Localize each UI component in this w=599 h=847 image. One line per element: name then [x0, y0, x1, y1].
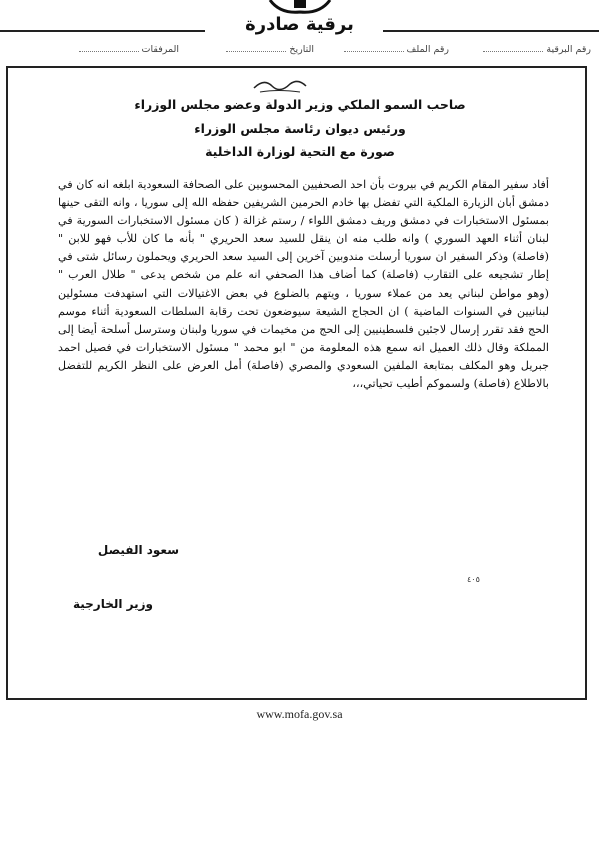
- body-paragraph: أفاد سفير المقام الكريم في بيروت بأن احد الصحفيين المحسوبين على الصحافة السعودية ابلغه انه كان في دمشق أبان الزيارة الملكية التي تفضل بها خادم الحرمين الشريفين حفظه الله إلى سوريا ، وانه التقى حينها بمسئول الاستخبارات في دمشق وريف دمشق اللواء / رستم غزالة ( كان مسئول الاستخبارات السورية في لبنان أثناء العهد السوري ) وانه طلب منه ان ينقل للسيد سعد الحريري " بأنه ما كان للأب فهو للابن " (فاصلة) وذكر السفير ان سوريا أرسلت مندوبين آخرين إلى السيد سعد الحريري ويحملون رسائل شتى في إطار تشجيعه على التقارب (فاصلة) كما أضاف هذا الصحفي انه علم من شخص يدعى " طلال العرب " (وهو مواطن لبناني يعد من عملاء سوريا ، ويتهم بالضلوع في بعض الاغتيالات التي استهدفت مسئولين لبنانيين في السنوات الماضية ) ان الحجاج الشيعة سيوضعون تحت رقابة السلطات السعودية أثناء موسم الحج فقد تقرر إرسال لاجئين فلسطينيين إلى الحج من مخيمات في سوريا ولبنان وسترسل أسلحة أيضا إلى المملكة وقال ذلك العميل انه سمع هذه المعلومة من " ابو محمد " مسئول الاستخبارات في فصيل احمد جبريل وهو المكلف بمتابعة الملفين السعودي والمصري (فاصلة) أمل العرض على النظر الكريم للتفضل بالاطلاع (فاصلة) ولسموكم أطيب تحياتي،،،: [58, 178, 549, 391]
- addressee-line-2: ورئيس ديوان رئاسة مجلس الوزراء: [194, 121, 406, 136]
- telegram-title: برقية صادرة: [245, 14, 354, 35]
- calligraphy-mark-icon: [250, 72, 310, 94]
- reference-number: ٤٠٥: [467, 575, 480, 584]
- signatory-title: وزير الخارجية: [72, 597, 153, 611]
- date-field: التاريخ: [226, 42, 314, 55]
- header-rule-right: [383, 30, 599, 32]
- signatory-name: سعود الفيصل: [97, 543, 179, 557]
- file-number-field: رقم الملف: [344, 42, 449, 55]
- telegram-body: [58, 176, 549, 393]
- attachments-field: المرفقات: [79, 42, 179, 55]
- footer-url: www.mofa.gov.sa: [256, 707, 343, 721]
- telegram-number-field: رقم البرقية: [483, 42, 591, 55]
- addressee-line-1: صاحب السمو الملكي وزير الدولة وعضو مجلس الوزراء: [134, 97, 466, 112]
- addressee-line-3: صورة مع التحية لوزارة الداخلية: [205, 144, 395, 159]
- ministry-logo-icon: [240, 0, 360, 14]
- header-rule-left: [0, 30, 205, 32]
- telegram-meta-row: [0, 42, 599, 58]
